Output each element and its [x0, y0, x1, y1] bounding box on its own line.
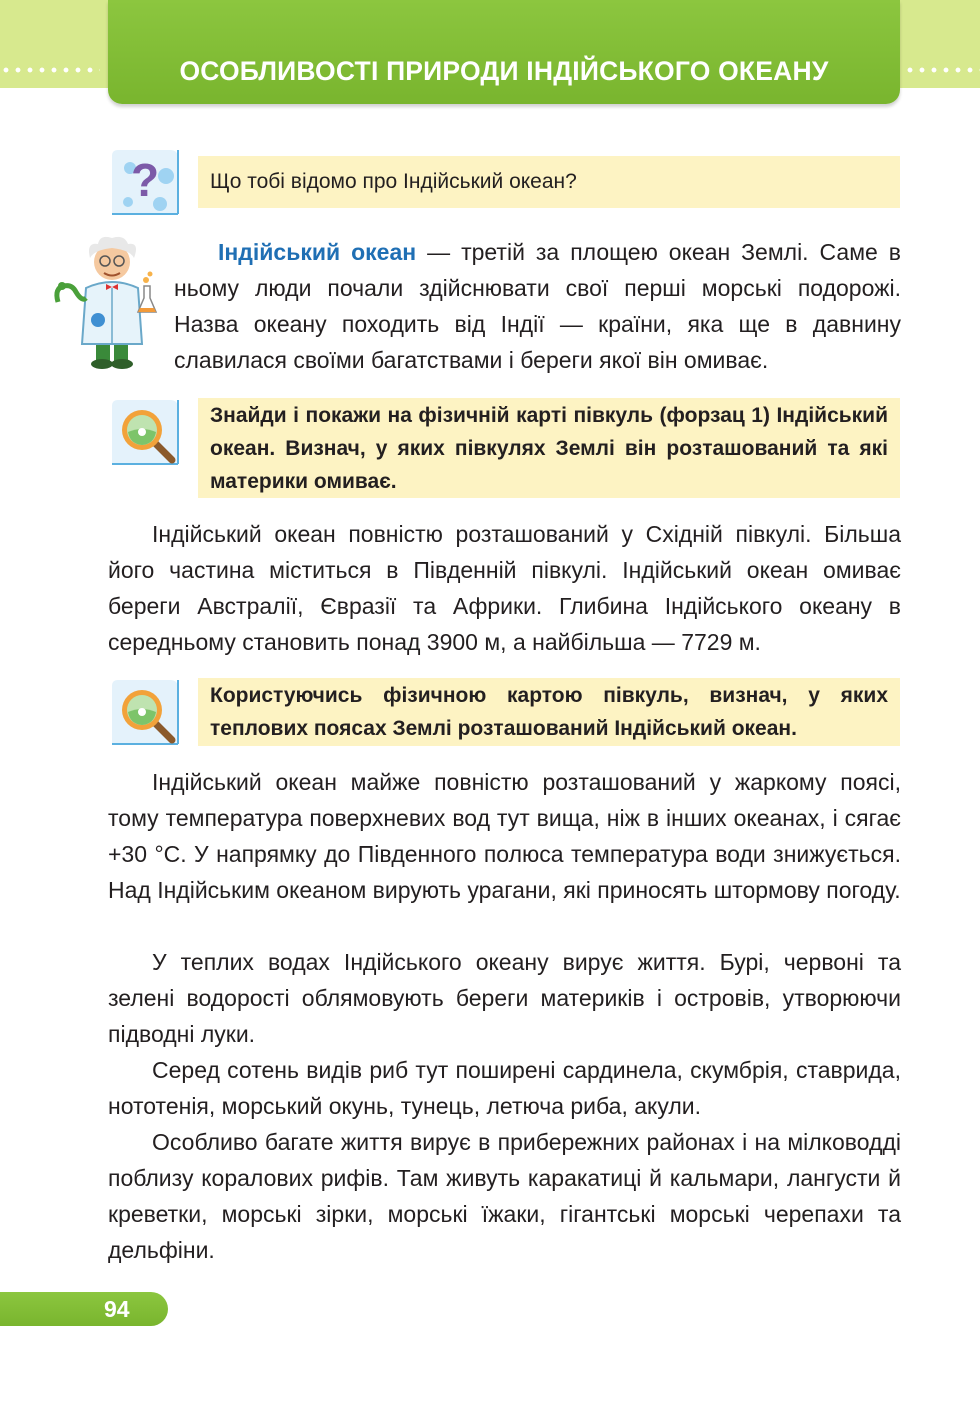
- page-title: ОСОБЛИВОСТІ ПРИРОДИ ІНДІЙСЬКОГО ОКЕАНУ: [179, 56, 829, 86]
- page-number-tab: [0, 1292, 168, 1326]
- intro-term: Індійський океан: [218, 239, 417, 265]
- question-task-box: [198, 156, 900, 208]
- intro-paragraph: [174, 234, 901, 378]
- svg-text:?: ?: [130, 154, 160, 206]
- header-dots-right: [904, 66, 980, 74]
- paragraph-2: Індійський океан майже повністю розташований у жаркому поясі, тому температура поверхневих вод тут вища, ніж в інших океанах, і сягає +30 °С. У напрямку до Південного полюса температура води знижується. Над Індійським океаном вирують урагани, які приносять штормову погоду.: [108, 769, 901, 903]
- magnifier-globe-icon: [108, 396, 182, 468]
- paragraph-3: У теплих водах Індійського океану вирує життя. Бурі, червоні та зелені водорості облямовують береги материків і островів, утворюючи підводні луки.: [108, 949, 901, 1047]
- title-bar: [108, 0, 900, 104]
- paragraph-1: Індійський океан повністю розташований у Східній півкулі. Більша його частина міститься в Південній півкулі. Індійський океан омиває береги Австралії, Євразії та Африки. Глибина Індійського океану в середньому становить понад 3900 м, а найбільша — 7729 м.: [108, 521, 901, 655]
- map-task-1-text: Знайди і покажи на фізичній карті півкуль (форзац 1) Індійський океан. Визнач, у яких півкулях Землі він розташований та які материки омиває.: [210, 404, 888, 493]
- question-mark-icon: [108, 146, 182, 218]
- header-dots-left: [0, 66, 100, 74]
- paragraph-5: Особливо багате життя вирує в прибережних районах і на мілководді поблизу коралових рифів. Там живуть каракатиці й кальмари, лангусти й креветки, морські зірки, морські їжаки, гігантські морські черепахи та дельфіни.: [108, 1129, 901, 1263]
- page-number: 94: [104, 1296, 130, 1322]
- question-task-text: Що тобі відомо про Індійський океан?: [210, 170, 577, 193]
- professor-illustration: [50, 232, 166, 370]
- map-task-2-box: [198, 678, 900, 746]
- paragraph-4: Серед сотень видів риб тут поширені сардинела, скумбрія, ставрида, нототенія, морський окунь, тунець, летюча риба, акули.: [108, 1057, 901, 1119]
- intro-text: — третій за площею океан Землі. Саме в ньому люди почали здійснювати свої перші морські подорожі. Назва океану походить від Індії — країни, яка ще в давнину славилася своїми багатствами і береги якої він омиває.: [174, 239, 901, 373]
- map-task-2-text: Користуючись фізичною картою півкуль, визнач, у яких теплових поясах Землі розташований Індійський океан.: [210, 684, 888, 740]
- map-task-1-box: [198, 398, 900, 498]
- magnifier-globe-icon-2: [108, 676, 182, 748]
